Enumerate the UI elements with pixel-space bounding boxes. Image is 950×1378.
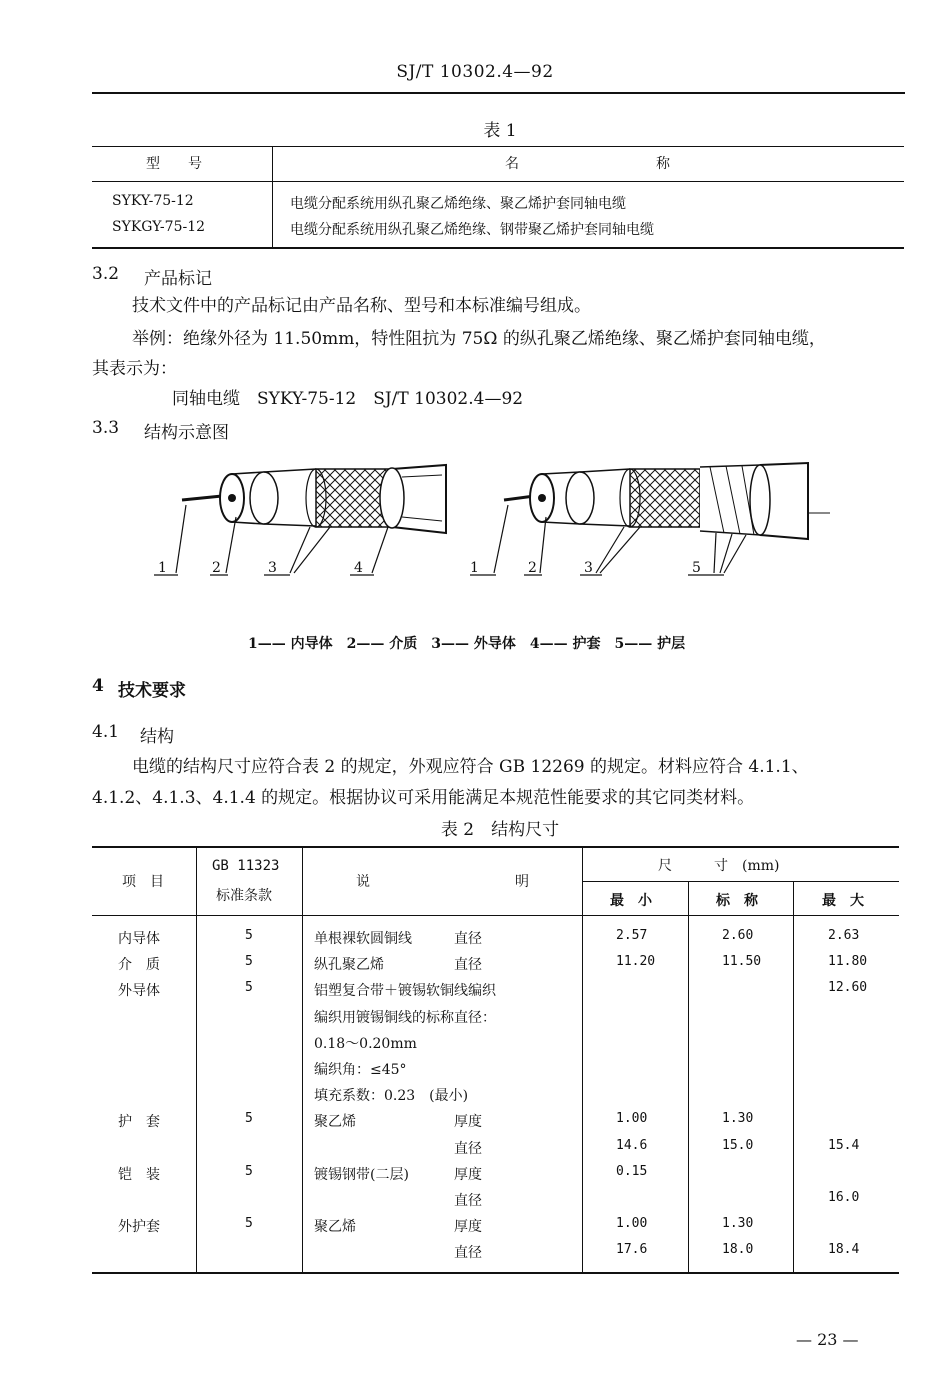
table2-cell-item: 介 质 bbox=[118, 957, 160, 973]
section-4-1-title: 结构 bbox=[140, 727, 174, 747]
table2-bottom-rule bbox=[92, 1272, 899, 1274]
table2-cell-min: 1.00 bbox=[616, 1111, 648, 1126]
table2-cell-desc: 编织角：≤45° bbox=[314, 1062, 407, 1078]
standard-code-header: SJ/T 10302.4—92 bbox=[396, 62, 554, 82]
table2-cell-item: 护 套 bbox=[118, 1114, 160, 1130]
section-3-2-para2: 举例：绝缘外径为 11.50mm，特性阻抗为 75Ω 的纵孔聚乙烯绝缘、聚乙烯护套同轴电缆， bbox=[132, 329, 826, 349]
table2-cell-desc: 镀锡钢带(二层) bbox=[314, 1167, 409, 1183]
table2-cell-clause: 5 bbox=[245, 954, 253, 969]
table2-cell-desc: 聚乙烯 bbox=[314, 1114, 356, 1130]
table2-cell-max: 11.80 bbox=[828, 954, 868, 969]
table2-cell-desc: 0.18～0.20mm bbox=[314, 1036, 417, 1052]
page-number: — 23 — bbox=[796, 1330, 859, 1349]
table2-cell-nominal: 18.0 bbox=[722, 1242, 754, 1257]
section-4-1-para2: 4.1.2、4.1.3、4.1.4 的规定。根据协议可采用能满足本规范性能要求的其它同类材料。 bbox=[92, 788, 755, 808]
table2-header-item: 项 目 bbox=[122, 874, 164, 890]
table2-cell-param: 直径 bbox=[454, 1141, 482, 1157]
fig-right-label-3: 3 bbox=[584, 560, 593, 576]
table2-cell-nominal: 1.30 bbox=[722, 1216, 754, 1231]
table2-cell-min: 0.15 bbox=[616, 1164, 648, 1179]
table2-cell-min: 1.00 bbox=[616, 1216, 648, 1231]
table2-cell-clause: 5 bbox=[245, 928, 253, 943]
section-3-3-number: 3.3 bbox=[92, 418, 120, 438]
table2-cell-param: 直径 bbox=[454, 1193, 482, 1209]
cable-left-drawing bbox=[182, 465, 446, 533]
table2-cell-desc: 填充系数：0.23 (最小) bbox=[314, 1088, 469, 1104]
section-4-1-para1: 电缆的结构尺寸应符合表 2 的规定，外观应符合 GB 12269 的规定。材料应符合 4.1.1、 bbox=[132, 757, 809, 777]
table1-header-name-a: 名 bbox=[505, 156, 519, 172]
fig-left-label-2: 2 bbox=[212, 560, 221, 576]
table2-col-divider-2 bbox=[302, 846, 303, 1273]
table1-caption: 表 1 bbox=[483, 121, 517, 141]
table2-cell-param: 厚度 bbox=[454, 1219, 482, 1235]
table2-cell-nominal: 11.50 bbox=[722, 954, 762, 969]
table2-header-rule bbox=[92, 915, 899, 916]
table2-cell-min: 11.20 bbox=[616, 954, 656, 969]
table2-header-max: 最 大 bbox=[822, 893, 864, 909]
table2-header-dimension: 尺 寸 (mm) bbox=[658, 858, 780, 874]
table2-cell-item: 内导体 bbox=[118, 931, 160, 947]
table1-top-rule bbox=[92, 146, 904, 147]
table2-col-divider-5 bbox=[793, 881, 794, 1273]
fig-right-label-5: 5 bbox=[692, 560, 701, 576]
table2-cell-desc: 铝塑复合带＋镀锡软铜线编织 bbox=[314, 983, 496, 999]
table2-cell-max: 16.0 bbox=[828, 1190, 860, 1205]
table2-cell-nominal: 15.0 bbox=[722, 1138, 754, 1153]
table1-bottom-rule bbox=[92, 247, 904, 249]
table2-cell-item: 外导体 bbox=[118, 983, 160, 999]
table2-sub-header-rule bbox=[582, 881, 899, 882]
section-3-3-title: 结构示意图 bbox=[144, 423, 229, 443]
table2-cell-min: 2.57 bbox=[616, 928, 648, 943]
table1-header-name-b: 称 bbox=[656, 156, 670, 172]
table2-cell-max: 12.60 bbox=[828, 980, 868, 995]
table1-header-model: 型 号 bbox=[146, 156, 202, 172]
section-3-2-title: 产品标记 bbox=[144, 269, 212, 289]
table2-col-divider-1 bbox=[196, 846, 197, 1273]
table2-cell-desc: 聚乙烯 bbox=[314, 1219, 356, 1235]
table2-cell-max: 15.4 bbox=[828, 1138, 860, 1153]
table2-top-rule bbox=[92, 846, 899, 848]
fig-right-label-1: 1 bbox=[470, 560, 479, 576]
fig-left-label-3: 3 bbox=[268, 560, 277, 576]
fig-left-label-4: 4 bbox=[354, 560, 363, 576]
table2-cell-desc: 编织用镀锡铜线的标称直径： bbox=[314, 1010, 496, 1026]
section-4-title: 技术要求 bbox=[118, 681, 186, 701]
table2-header-std-2: 标准条款 bbox=[216, 888, 272, 904]
table1-row2-name: 电缆分配系统用纵孔聚乙烯绝缘、钢带聚乙烯护套同轴电缆 bbox=[290, 222, 654, 238]
table2-cell-clause: 5 bbox=[245, 1164, 253, 1179]
section-3-2-number: 3.2 bbox=[92, 264, 120, 284]
table1-row1-model: SYKY-75-12 bbox=[112, 193, 194, 209]
section-3-2-para1: 技术文件中的产品标记由产品名称、型号和本标准编号组成。 bbox=[132, 296, 591, 316]
table2-col-divider-4 bbox=[688, 881, 689, 1273]
section-3-2-para3: 其表示为： bbox=[92, 359, 177, 379]
table2-cell-clause: 5 bbox=[245, 1111, 253, 1126]
table2-cell-item: 铠 装 bbox=[118, 1167, 160, 1183]
table1-col-divider bbox=[272, 146, 273, 248]
table2-cell-min: 14.6 bbox=[616, 1138, 648, 1153]
table2-cell-max: 18.4 bbox=[828, 1242, 860, 1257]
table2-cell-clause: 5 bbox=[245, 980, 253, 995]
table1-row2-model: SYKGY-75-12 bbox=[112, 219, 206, 235]
table2-cell-max: 2.63 bbox=[828, 928, 860, 943]
table2-cell-nominal: 1.30 bbox=[722, 1111, 754, 1126]
table2-cell-param: 厚度 bbox=[454, 1167, 482, 1183]
figure-caption: 1—— 内导体 2—— 介质 3—— 外导体 4—— 护套 5—— 护层 bbox=[248, 636, 686, 652]
table2-cell-clause: 5 bbox=[245, 1216, 253, 1231]
table1-row1-name: 电缆分配系统用纵孔聚乙烯绝缘、聚乙烯护套同轴电缆 bbox=[290, 196, 626, 212]
table1-header-rule bbox=[92, 181, 904, 182]
table2-cell-desc: 单根裸软圆铜线 bbox=[314, 931, 412, 947]
table2-header-desc-a: 说 bbox=[356, 874, 370, 890]
table2-cell-item: 外护套 bbox=[118, 1219, 160, 1235]
table2-header-min: 最 小 bbox=[610, 893, 652, 909]
table2-cell-param: 直径 bbox=[454, 1245, 482, 1261]
fig-right-label-2: 2 bbox=[528, 560, 537, 576]
table2-cell-param: 直径 bbox=[454, 957, 482, 973]
section-4-number: 4 bbox=[92, 676, 104, 696]
table2-cell-nominal: 2.60 bbox=[722, 928, 754, 943]
table2-header-std-1: GB 11323 bbox=[212, 858, 280, 874]
table2-cell-param: 直径 bbox=[454, 931, 482, 947]
table2-col-divider-3 bbox=[582, 846, 583, 1273]
header-rule bbox=[92, 92, 905, 94]
table2-header-nominal: 标 称 bbox=[716, 893, 758, 909]
cable-structure-figure bbox=[140, 455, 840, 585]
section-4-1-number: 4.1 bbox=[92, 722, 120, 742]
table2-cell-param: 厚度 bbox=[454, 1114, 482, 1130]
table2-cell-desc: 纵孔聚乙烯 bbox=[314, 957, 384, 973]
table2-cell-min: 17.6 bbox=[616, 1242, 648, 1257]
cable-right-drawing bbox=[504, 463, 830, 539]
fig-left-label-1: 1 bbox=[158, 560, 167, 576]
table2-caption: 表 2 结构尺寸 bbox=[440, 820, 560, 840]
section-3-2-example: 同轴电缆 SYKY-75-12 SJ/T 10302.4—92 bbox=[172, 389, 524, 409]
table2-header-desc-b: 明 bbox=[515, 874, 529, 890]
